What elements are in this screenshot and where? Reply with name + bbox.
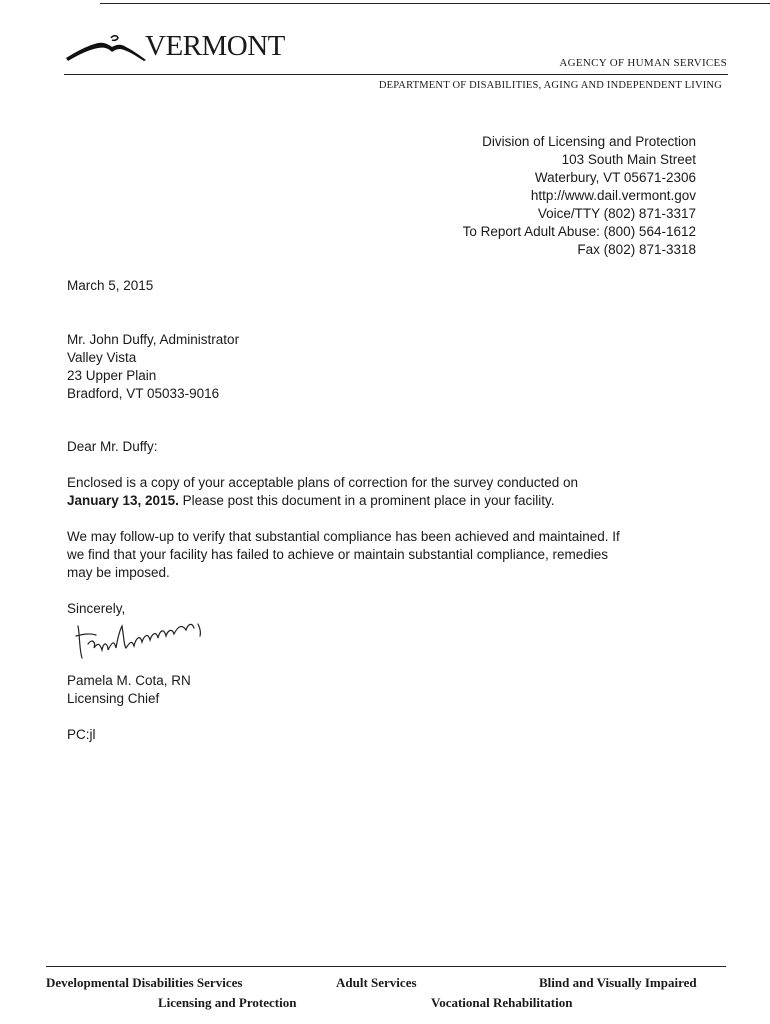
footer-dev-disabilities: Developmental Disabilities Services [46,975,243,990]
footer-rule [46,966,726,967]
agency-name: AGENCY OF HUMAN SERVICES [559,57,727,69]
footer-vocational: Vocational Rehabilitation [431,995,573,1010]
signature-image [70,616,220,664]
division-line: To Report Adult Abuse: (800) 564-1612 [462,224,696,239]
signer-title: Licensing Chief [67,691,160,706]
paragraph-2 [67,528,620,582]
date-text: March 5, 2015 [67,278,154,293]
salutation [67,438,158,456]
initials-text: PC:jl [67,727,96,742]
division-line: Division of Licensing and Protection [482,134,696,149]
footer-adult-services: Adult Services [336,975,417,990]
signer-name: Pamela M. Cota, RN [67,673,191,688]
initials [67,726,96,744]
recipient-line: Mr. John Duffy, Administrator [67,332,240,347]
vermont-wordmark: VERMONT [145,30,285,62]
paragraph-2-line: we find that your facility has failed to achieve or maintain substantial compliance, remedies [67,547,609,562]
paragraph-2-line: may be imposed. [67,565,170,580]
survey-date: January 13, 2015. [67,493,179,508]
recipient-line: 23 Upper Plain [67,368,157,383]
division-line: Fax (802) 871-3318 [577,242,696,257]
division-address [463,133,696,259]
vermont-logo-icon [64,30,148,64]
top-rule [100,3,770,4]
paragraph-1 [67,474,578,510]
paragraph-1-line-2 [67,492,578,510]
division-line: 103 South Main Street [561,152,696,167]
division-line: Waterbury, VT 05671-2306 [534,170,696,185]
division-website: http://www.dail.vermont.gov [530,188,696,203]
footer-blind: Blind and Visually Impaired [539,975,697,990]
letterhead-rule [64,74,728,75]
letter-date [67,277,153,295]
department-name: DEPARTMENT OF DISABILITIES, AGING AND INDEPENDENT LIVING [378,80,722,91]
paragraph-1-line-1: Enclosed is a copy of your acceptable plans of correction for the survey conducted on [67,475,579,490]
recipient-line: Valley Vista [67,350,137,365]
recipient-line: Bradford, VT 05033-9016 [67,386,220,401]
signer-block [67,672,191,708]
salutation-text: Dear Mr. Duffy: [67,439,158,454]
paragraph-2-line: We may follow-up to verify that substantial compliance has been achieved and maintained. If [67,529,620,544]
footer-licensing: Licensing and Protection [158,995,297,1010]
recipient-address [67,331,239,403]
closing-text: Sincerely, [67,601,126,616]
division-line: Voice/TTY (802) 871-3317 [537,206,696,221]
paragraph-1-rest: Please post this document in a prominent place in your facility. [178,493,555,508]
